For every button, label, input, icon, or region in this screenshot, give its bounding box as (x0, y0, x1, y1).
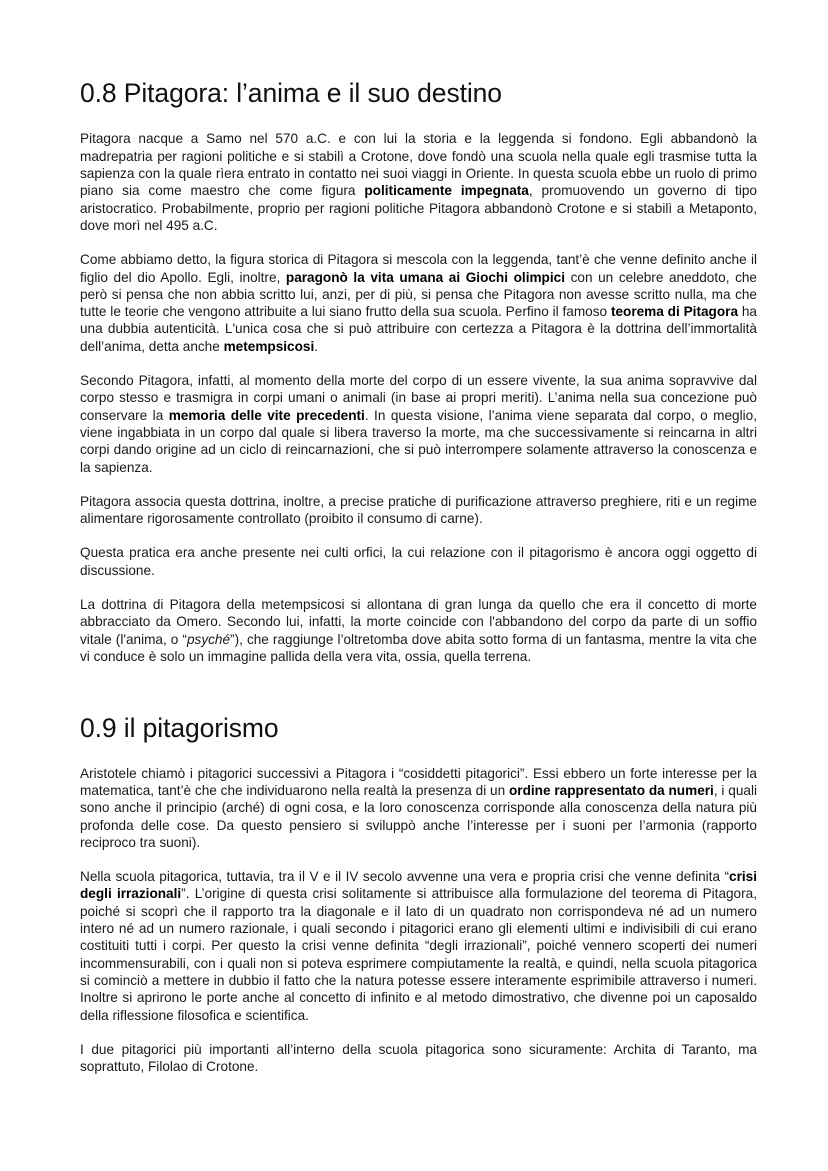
text-run: Questa pratica era anche presente nei culti orfici, la cui relazione con il pitagorismo è ancora oggi oggetto di discussione. (80, 545, 757, 578)
text-run: Come abbiamo detto, la figura storica di Pitagora si mescola con la leggenda, tant’è che venne definito anche il figlio del dio Apollo. Egli, inoltre, (80, 252, 757, 285)
emphasis-bold: politicamente impegnata (364, 183, 529, 199)
paragraph-p2 (80, 251, 757, 355)
text-run: . (314, 338, 319, 354)
text-run: . In questa visione, l’anima viene separata dal corpo, o meglio, viene ingabbiata in un corpo dal quale si libera traverso la morte, ma che successivamente si reincarna in altri corpi dando origine ad un ciclo di reincarnazioni, che si può interrompere solamente attraverso la conoscenza e la sapienza. (80, 407, 757, 475)
paragraph-p5 (80, 544, 757, 579)
emphasis-bold: metempsicosi (223, 338, 315, 354)
text-run: , i quali sono anche il principio (arché) di ogni cosa, e la loro conoscenza corrisponde alla conoscenza della natura più profonda delle cose. Da questo pensiero si sviluppò anche l’interesse per i suoni per l’armonia (rapporto reciproco tra suoni). (80, 782, 757, 850)
paragraph-p7 (80, 765, 757, 851)
paragraph-p6 (80, 596, 757, 665)
text-run: I due pitagorici più importanti all’interno della scuola pitagorica sono sicuramente: Archita di Taranto, ma soprattuto, Filolao di Crotone. (80, 1041, 757, 1075)
text-run: Pitagora nacque a Samo nel 570 a.C. e con lui la storia e la leggenda si fondono. Egli abbandonò la madrepatria per ragioni politiche e si stabilì a Crotone, dove fondò una scuola nella quale egli trasmise tutta la sapienza con la quale rìera entrato in contatto nei suoi viaggi in Oriente. In questa scuola ebbe un ruolo di primo piano sia come maestro che come figura (80, 131, 757, 199)
page-title-section-09: 0.9 il pitagorismo (80, 713, 279, 744)
text-run: Secondo Pitagora, infatti, al momento della morte del corpo di un essere vivente, la sua anima sopravvive dal corpo stesso e trasmigra in corpi umani o animali (in base ai propri meriti). L’anima nella sua concezione può conservare la (80, 373, 757, 423)
text-run: Pitagora associa questa dottrina, inoltre, a precise pratiche di purificazione attraverso preghiere, riti e un regime alimentare rigorosamente controllato (proibito il consumo di carne). (80, 493, 757, 527)
text-run: La dottrina di Pitagora della metempsicosi si allontana di gran lunga da quello che era il concetto di morte abbracciato da Omero. Secondo lui, infatti, la morte coincide con l'abbandono del corpo da parte di un soffio vitale (l'anima, o “ (80, 597, 757, 647)
paragraph-p3 (80, 372, 757, 476)
emphasis-bold: crisi degli irrazionali (80, 869, 757, 902)
page-title-section-08: 0.8 Pitagora: l’anima e il suo destino (80, 78, 502, 108)
emphasis-bold: teorema di Pitagora (610, 304, 739, 320)
text-run: Nella scuola pitagorica, tuttavia, tra il V e il IV secolo avvenne una vera e propria crisi che venne definita “ (80, 869, 730, 885)
text-run: , promuovendo un governo di tipo aristocratico. Probabilmente, proprio per ragioni politiche Pitagora abbandonò Crotone e si stabilì a Metaponto, dove morì nel 495 a.C. (80, 183, 757, 233)
paragraph-p8 (80, 868, 757, 1024)
paragraph-p4 (80, 493, 757, 528)
paragraph-p1 (80, 130, 757, 234)
emphasis-bold: memoria delle vite precedenti (168, 407, 365, 423)
text-run: con un celebre aneddoto, che però si pensa che non abbia scritto lui, anzi, per di più, si pensa che Pitagora non avesse scritto nulla, ma che tutte le teorie che vengono attribuite a lui siano frutto della sua scuola. Perfino il famoso (80, 269, 757, 320)
text-run: ha una dubbia autenticità. L'unica cosa che si può attribuire con certezza a Pitagora è la dottrina dell’immortalità dell’anima, detta anche (80, 304, 757, 354)
text-run: ”), che raggiunge l’oltretomba dove abita sotto forma di un fantasma, mentre la vita che vi conduce è solo un immagine pallida della vera vita, ossia, quella terrena. (80, 631, 757, 664)
paragraph-p9 (80, 1041, 757, 1076)
text-run: ”. L’origine di questa crisi solitamente si attribuisce alla formulazione del teorema di Pitagora, poiché si scoprì che il rapporto tra la diagonale e il lato di un quadrato non corrispondeva né ad un numero intero né ad un numero razionale, i quali secondo i pitagorici erano gli elementi ultimi e indivisibili di cui erano costituiti tutti i corpi. Per questo la crisi venne definita “degli irrazionali”, poiché vennero scoperti dei numeri incommensurabili, con i quali non si poteva esprimere compiutamente la realtà, e quindi, nella scuola pitagorica si cominciò a mettere in dubbio il fatto che la natura potesse essere interamente esprimibile attraverso i numeri. Inoltre si aprirono le porte anche al concetto di infinito e al metodo dimostrativo, che divenne poi un caposaldo della riflessione filosofica e scientifica. (80, 886, 757, 1023)
emphasis-bold: paragonò la vita umana ai Giochi olimpici (285, 269, 565, 285)
emphasis-bold: ordine rappresentato da numeri (508, 782, 714, 798)
emphasis-italic: psyché (186, 631, 231, 647)
text-run: Aristotele chiamò i pitagorici successivi a Pitagora i “cosiddetti pitagorici”. Essi ebbero un forte interesse per la matematica, tant’è che che individuarono nella realtà la presenza di un (80, 765, 757, 798)
document-body (80, 78, 757, 1075)
